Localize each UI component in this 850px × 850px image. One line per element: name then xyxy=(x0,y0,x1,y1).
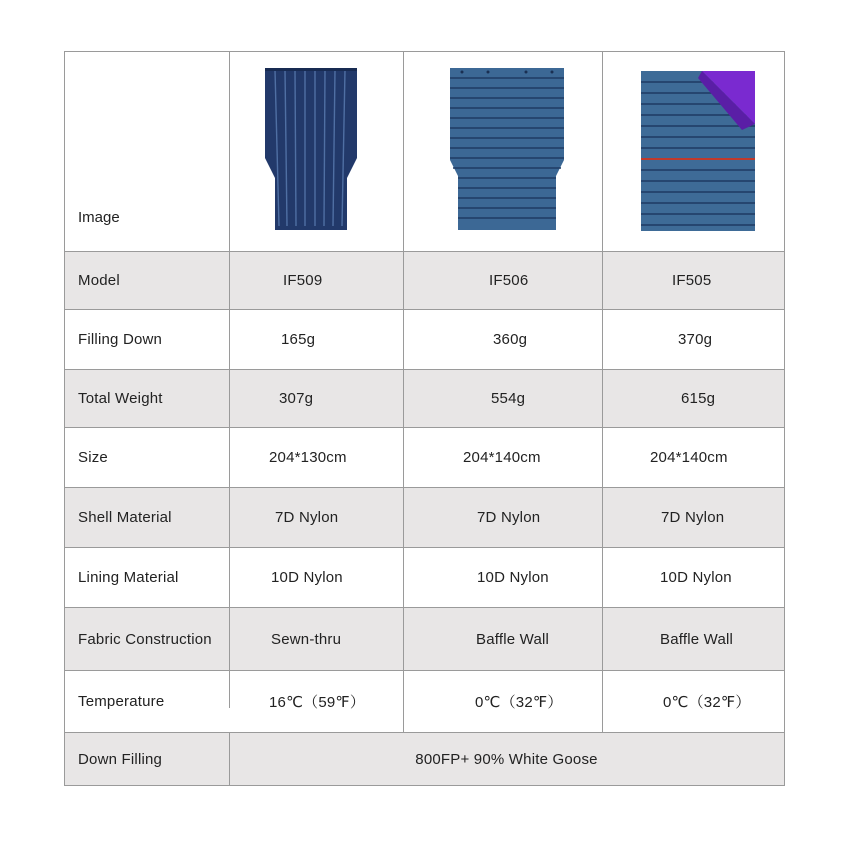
table-row-fabric-construction xyxy=(65,607,784,670)
quilt-image-if505 xyxy=(640,70,756,232)
cell-size-if506: 204*140cm xyxy=(463,449,541,466)
spec-table xyxy=(64,51,785,786)
row-label-filling-down: Filling Down xyxy=(78,331,163,348)
cell-weight-if506: 554g xyxy=(491,390,526,407)
cell-shell-if509: 7D Nylon xyxy=(275,509,339,526)
row-label-image: Image xyxy=(78,209,120,226)
cell-filling-if505: 370g xyxy=(678,331,713,348)
cell-construction-if505: Baffle Wall xyxy=(660,630,734,648)
cell-filling-if506: 360g xyxy=(493,331,528,348)
cell-filling-if509: 165g xyxy=(281,331,316,348)
row-label-fabric-construction: Fabric Construction xyxy=(78,630,212,648)
row-label-lining-material: Lining Material xyxy=(78,569,179,586)
cell-construction-if506: Baffle Wall xyxy=(476,630,550,648)
table-row-filling-down xyxy=(65,309,784,369)
quilt-image-if506 xyxy=(448,66,566,234)
table-row-shell-material xyxy=(65,487,784,547)
cell-lining-if505: 10D Nylon xyxy=(660,569,732,586)
table-row-size xyxy=(65,427,784,487)
cell-size-if509: 204*130cm xyxy=(269,449,347,466)
row-label-shell-material: Shell Material xyxy=(78,509,172,526)
quilt-image-if509 xyxy=(263,66,359,232)
row-label-temperature: Temperature xyxy=(78,693,165,710)
row-label-down-filling: Down Filling xyxy=(78,750,163,768)
cell-shell-if506: 7D Nylon xyxy=(477,509,541,526)
cell-size-if505: 204*140cm xyxy=(650,449,728,466)
cell-weight-if509: 307g xyxy=(279,390,314,407)
cell-model-if505: IF505 xyxy=(672,272,712,289)
cell-shell-if505: 7D Nylon xyxy=(661,509,725,526)
cell-down-filling-value: 800FP+ 90% White Goose xyxy=(415,750,598,768)
row-label-model: Model xyxy=(78,272,120,289)
table-row-temperature xyxy=(65,670,784,732)
cell-temperature-if506: 0℃（32℉） xyxy=(475,694,563,711)
cell-weight-if505: 615g xyxy=(681,390,716,407)
row-label-total-weight: Total Weight xyxy=(78,390,163,407)
cell-model-if509: IF509 xyxy=(283,272,323,289)
cell-construction-if509: Sewn-thru xyxy=(271,630,342,648)
table-row-lining-material xyxy=(65,547,784,607)
table-row-model xyxy=(65,251,784,309)
table-row-image xyxy=(65,52,784,251)
cell-lining-if509: 10D Nylon xyxy=(271,569,343,586)
cell-model-if506: IF506 xyxy=(489,272,529,289)
cell-lining-if506: 10D Nylon xyxy=(477,569,549,586)
table-row-down-filling xyxy=(65,732,784,785)
cell-temperature-if509: 16℃（59℉） xyxy=(269,694,366,711)
cell-temperature-if505: 0℃（32℉） xyxy=(663,694,751,711)
row-label-size: Size xyxy=(78,449,108,466)
table-row-total-weight xyxy=(65,369,784,427)
